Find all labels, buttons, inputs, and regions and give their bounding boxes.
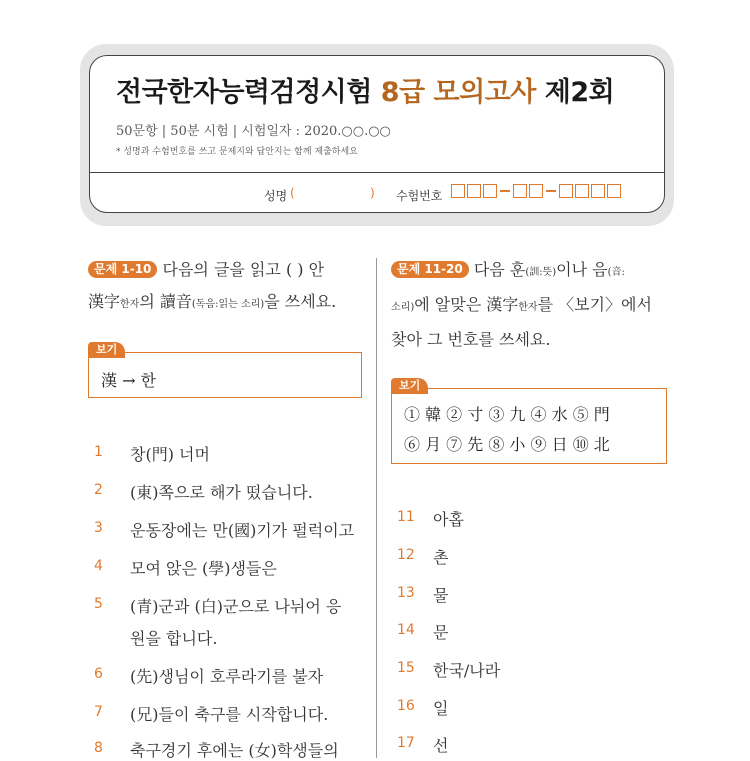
section2-line1-a: 다음 훈 <box>473 260 526 279</box>
title-round: 제2회 <box>544 77 615 108</box>
example-text: 漢 → 한 <box>101 371 157 390</box>
question-number: 13 <box>397 585 415 601</box>
question-text: 창(門) 너머 <box>130 445 210 464</box>
column-divider <box>376 258 377 758</box>
exam-number-label: 수험번호 <box>396 189 443 203</box>
question-number: 3 <box>94 520 103 536</box>
example-tab: 보기 <box>391 378 428 394</box>
section1-line2-c: 의 讀音 <box>139 292 192 311</box>
title-grade: 8급 모의고사 <box>380 77 536 108</box>
question-text: 운동장에는 만(國)기가 펄럭이고 <box>130 521 355 540</box>
digit-box[interactable] <box>591 184 605 198</box>
section2-line1-b: (訓:뜻) <box>525 267 557 278</box>
name-label: 성명 <box>264 189 288 203</box>
section1-line2-a: 漢字 <box>88 292 121 311</box>
question-text: 축구경기 후에는 (女)학생들의 <box>130 741 339 760</box>
question-number: 1 <box>94 444 103 460</box>
name-paren-close: ) <box>370 186 375 200</box>
section2-line1-c: 이나 음 <box>556 260 608 279</box>
section1-badge: 문제 1-10 <box>88 261 157 278</box>
example-row-2: ⑥ 月 ⑦ 先 ⑧ 小 ⑨ 日 ⑩ 北 <box>404 435 610 454</box>
question-text: 모여 앉은 (學)생들은 <box>130 559 277 578</box>
header-divider <box>90 172 664 173</box>
id-row <box>90 184 664 206</box>
digit-box[interactable] <box>529 184 543 198</box>
question-text: 문 <box>433 623 449 642</box>
section1-line2-d: (독음:읽는 소리) <box>191 299 265 310</box>
section2-example-box <box>391 379 667 464</box>
question-text: 물 <box>433 586 449 605</box>
separator-dash <box>500 190 510 192</box>
section1-instructions <box>88 254 368 321</box>
example-row-1: ① 韓 ② 寸 ③ 九 ④ 水 ⑤ 門 <box>404 405 610 424</box>
question-number: 2 <box>94 482 103 498</box>
exam-note: * 성명과 수험번호를 쓰고 문제지와 답안지는 함께 제출하세요 <box>116 147 358 157</box>
question-number: 15 <box>397 660 415 676</box>
question-text: (東)쪽으로 해가 떴습니다. <box>130 483 313 502</box>
question-number: 14 <box>397 622 415 638</box>
digit-box[interactable] <box>467 184 481 198</box>
name-paren-open: ( <box>290 186 295 200</box>
section2-badge: 문제 11-20 <box>391 261 469 278</box>
digit-box[interactable] <box>575 184 589 198</box>
section2-line3: 찾아 그 번호를 쓰세요. <box>391 330 551 349</box>
section2-line1-d: (音: <box>607 267 625 278</box>
question-number: 4 <box>94 558 103 574</box>
question-text: (青)군과 (白)군으로 나뉘어 응 <box>130 597 342 616</box>
exam-header <box>89 55 665 213</box>
exam-meta: 50문항 | 50분 시험 | 시험일자 : 2020.○○.○○ <box>116 124 391 139</box>
section2-line2-d: 를 〈보기〉에서 <box>537 295 652 314</box>
separator-dash <box>546 190 556 192</box>
question-text: 일 <box>433 699 449 718</box>
digit-box[interactable] <box>513 184 527 198</box>
section2-line2-c: 한자 <box>518 302 538 313</box>
question-text: (先)생님이 호루라기를 불자 <box>130 667 324 686</box>
digit-box[interactable] <box>559 184 573 198</box>
question-text: 원을 합니다. <box>130 629 218 648</box>
question-text: 아홉 <box>433 510 464 529</box>
question-number: 12 <box>397 547 415 563</box>
title-main: 전국한자능력검정시험 <box>116 77 372 108</box>
question-number: 6 <box>94 666 103 682</box>
section1-line2-e: 을 쓰세요. <box>264 292 337 311</box>
section2-line2-b: 에 알맞은 漢字 <box>414 295 519 314</box>
question-number: 16 <box>397 698 415 714</box>
question-text: 선 <box>433 736 449 755</box>
section1-line2-b: 한자 <box>120 299 140 310</box>
digit-box[interactable] <box>483 184 497 198</box>
page-title <box>116 70 614 109</box>
section1-line1: 다음의 글을 읽고 ( ) 안 <box>162 260 325 279</box>
digit-box[interactable] <box>451 184 465 198</box>
question-text: 촌 <box>433 548 449 567</box>
question-text: 한국/나라 <box>433 661 501 680</box>
question-number: 11 <box>397 509 415 525</box>
section2-line2-a: 소리) <box>391 302 415 313</box>
section2-instructions <box>391 254 671 356</box>
exam-number-boxes[interactable] <box>451 184 623 198</box>
question-number: 8 <box>94 740 103 756</box>
section1-example-box <box>88 343 362 398</box>
question-number: 5 <box>94 596 103 612</box>
digit-box[interactable] <box>607 184 621 198</box>
example-tab: 보기 <box>88 342 125 358</box>
question-number: 17 <box>397 735 415 751</box>
question-number: 7 <box>94 704 103 720</box>
question-text: (兄)들이 축구를 시작합니다. <box>130 705 329 724</box>
